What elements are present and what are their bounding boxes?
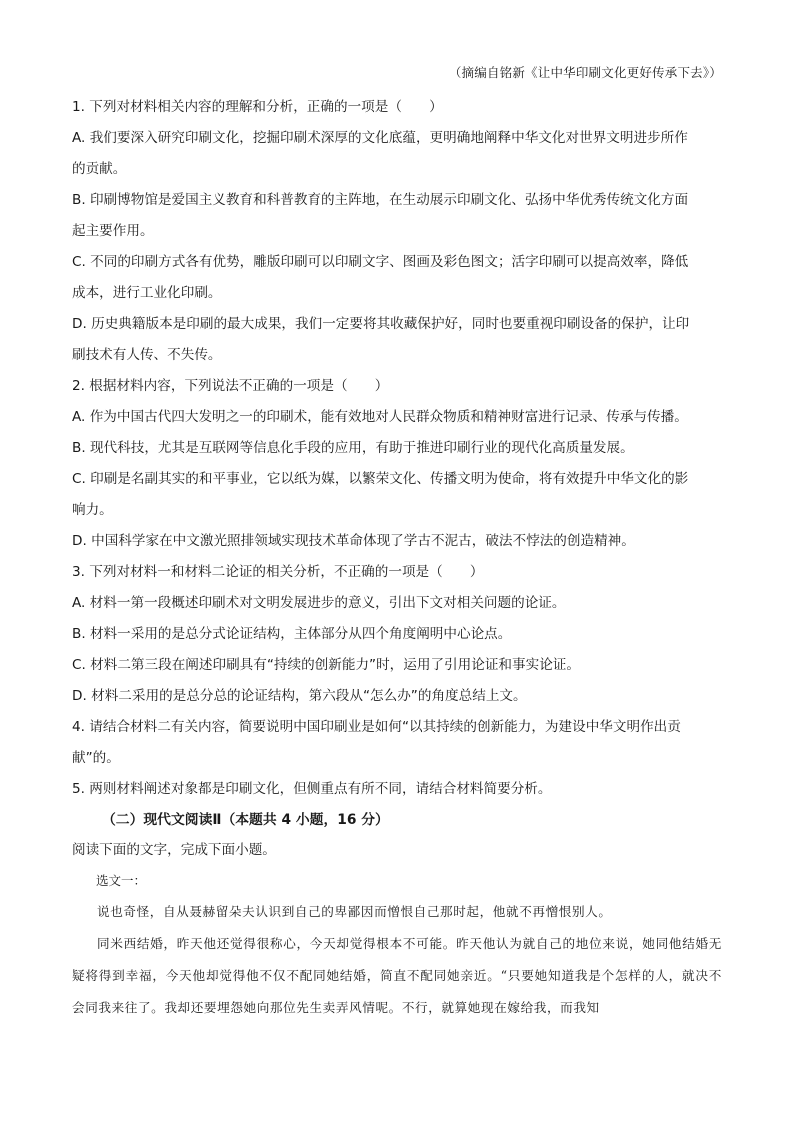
question-1-option-d-line-2: 刷技术有人传、不失传。: [72, 347, 222, 363]
passage-paragraph-1: 说也奇怪，自从聂赫留朵夫认识到自己的卑鄙因而憎恨自己那时起，他就不再憎恨别人。: [97, 904, 612, 919]
question-1-option-c-line-2: 成本，进行工业化印刷。: [72, 285, 222, 301]
question-2-option-c-line-1: C. 印刷是名副其实的和平事业，它以纸为媒，以繁荣文化、传播文明为使命，将有效提升中华文化的影: [72, 471, 689, 487]
question-2-option-b: B. 现代科技，尤其是互联网等信息化手段的应用，有助于推进印刷行业的现代化高质量发展。: [72, 440, 634, 456]
question-1-option-b-line-2: 起主要作用。: [72, 223, 154, 239]
question-2-option-a: A. 作为中国古代四大发明之一的印刷术，能有效地对人民群众物质和精神财富进行记录、传承与传播。: [72, 409, 688, 425]
question-3-option-d: D. 材料二采用的是总分总的论证结构，第六段从“怎么办”的角度总结上文。: [72, 688, 527, 704]
passage-paragraph-2: 同米西结婚，昨天他还觉得很称心，今天却觉得根本不可能。昨天他认为就自己的地位来说，她同他结婚无疑将得到幸福，今天他却觉得他不仅不配同她结婚，简直不配同她亲近。“只要她知道我是个怎样的人，就决不会同我来往了。我却还要埋怨她向那位先生卖弄风情呢。不行，就算她现在嫁给我，而我知: [72, 936, 722, 1015]
question-1-stem: 1. 下列对材料相关内容的理解和分析，正确的一项是（ ）: [72, 99, 443, 115]
question-1-option-b-line-1: B. 印刷博物馆是爱国主义教育和科普教育的主阵地，在生动展示印刷文化、弘扬中华优秀传统文化方面: [72, 192, 689, 208]
section-2-heading: （二）现代文阅读Ⅱ（本题共 4 小题，16 分）: [102, 812, 389, 828]
question-2-option-c-line-2: 响力。: [72, 502, 113, 518]
question-1-option-a-line-2: 的贡献。: [72, 161, 127, 177]
question-1-option-d-line-1: D. 历史典籍版本是印刷的最大成果，我们一定要将其收藏保护好，同时也要重视印刷设备的保护，让印: [72, 316, 690, 332]
source-citation: （摘编自铭新《让中华印刷文化更好传承下去》）: [448, 65, 722, 80]
question-5: 5. 两则材料阐述对象都是印刷文化，但侧重点有所不同，请结合材料简要分析。: [72, 781, 552, 797]
question-2-stem: 2. 根据材料内容，下列说法不正确的一项是（ ）: [72, 378, 389, 394]
question-3-option-a: A. 材料一第一段概述印刷术对文明发展进步的意义，引出下文对相关问题的论证。: [72, 595, 566, 611]
section-2-instruction: 阅读下面的文字，完成下面小题。: [72, 842, 276, 858]
question-2-option-d: D. 中国科学家在中文激光照排领域实现技术革命体现了学古不泥古，破法不悖法的创造精神。: [72, 533, 635, 549]
question-3-stem: 3. 下列对材料一和材料二论证的相关分析，不正确的一项是（ ）: [72, 564, 484, 580]
passage-label: 选文一：: [96, 873, 147, 888]
document-page: [72, 62, 722, 1024]
question-1-option-a-line-1: A. 我们要深入研究印刷文化，挖掘印刷术深厚的文化底蕴，更明确地阐释中华文化对世界文明进步所作: [72, 130, 688, 146]
question-3-option-b: B. 材料一采用的是总分式论证结构，主体部分从四个角度阐明中心论点。: [72, 626, 512, 642]
question-1-option-c-line-1: C. 不同的印刷方式各有优势，雕版印刷可以印刷文字、图画及彩色图文；活字印刷可以提高效率，降低: [72, 254, 689, 270]
question-3-option-c: C. 材料二第三段在阐述印刷具有“持续的创新能力”时，运用了引用论证和事实论证。: [72, 657, 580, 673]
question-4-line-1: 4. 请结合材料二有关内容，简要说明中国印刷业是如何“以其持续的创新能力，为建设中华文明作出贡: [72, 719, 681, 735]
question-4-line-2: 献”的。: [72, 750, 120, 766]
